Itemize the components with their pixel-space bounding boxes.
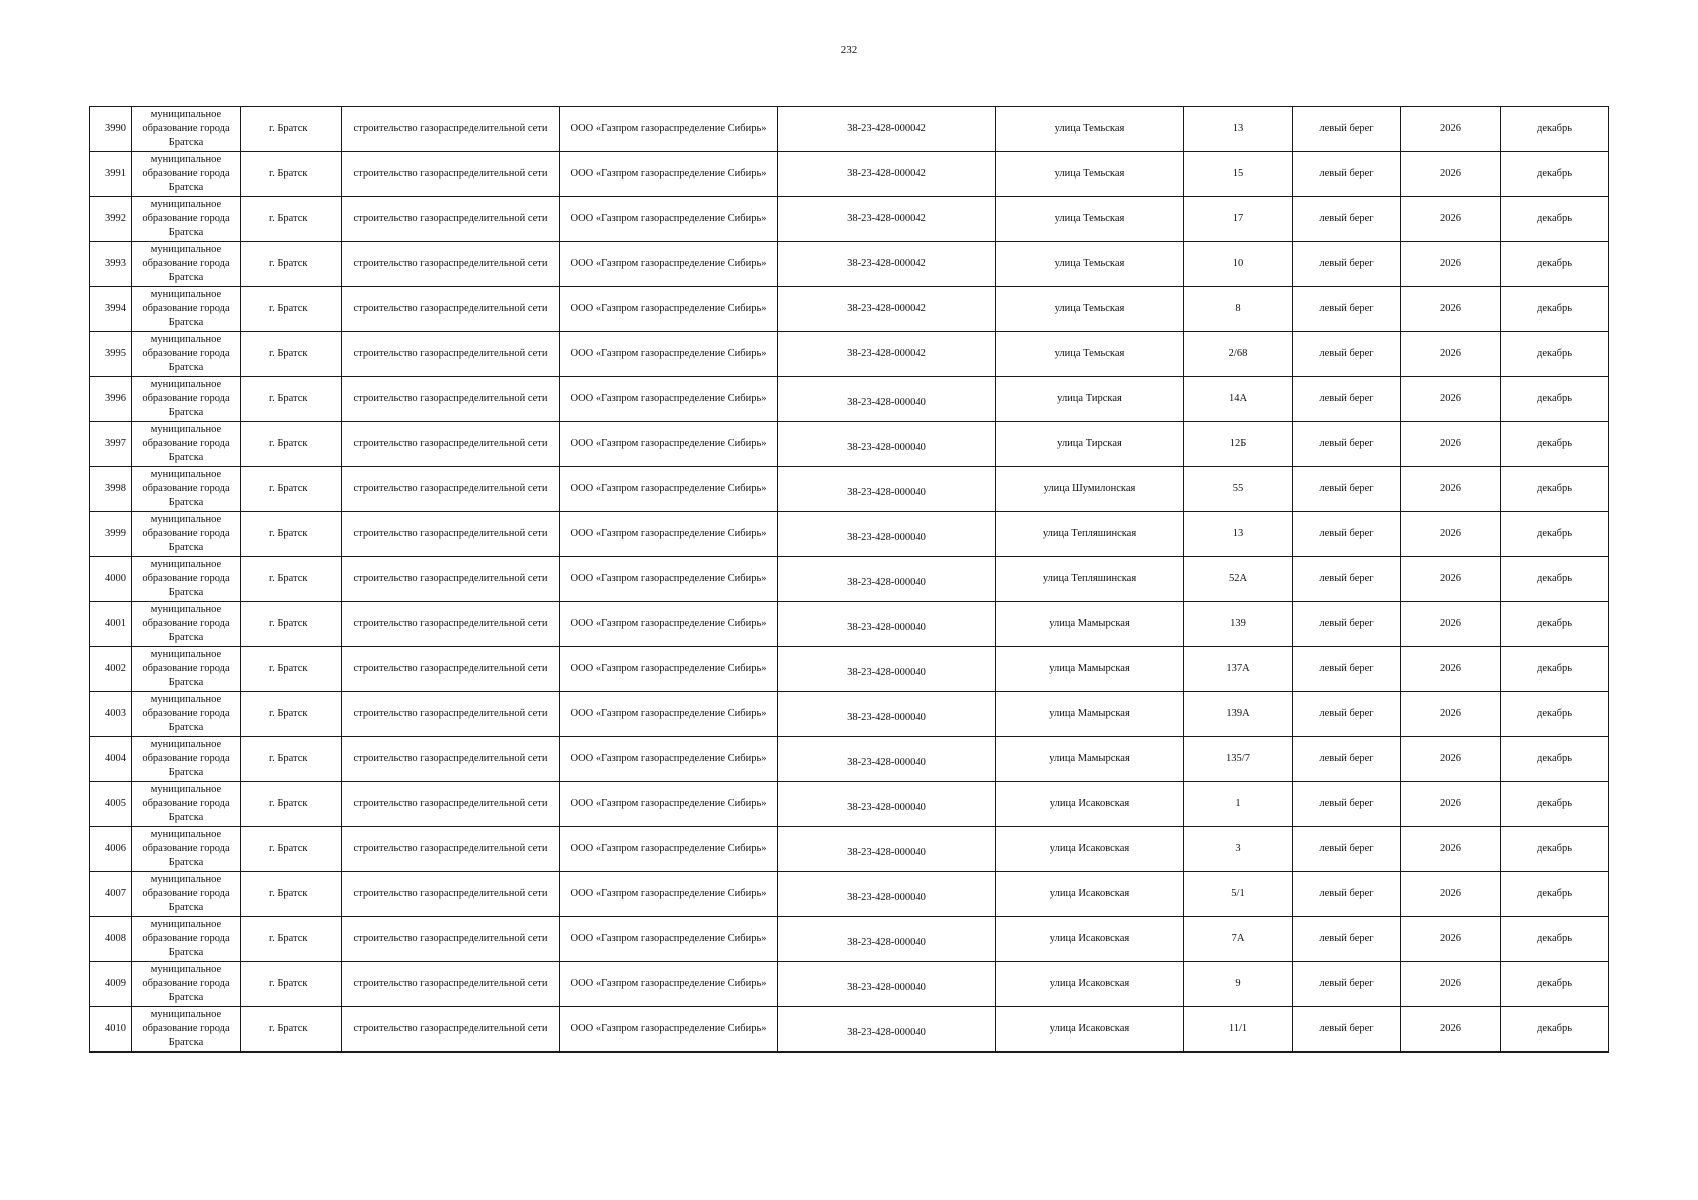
table-row (90, 377, 1609, 422)
code-text: 38-23-428-000040 (847, 847, 926, 858)
code-cell (778, 422, 996, 467)
street-cell: улица Исаковская (996, 917, 1184, 962)
settlement-cell: г. Братск (241, 197, 342, 242)
settlement-cell: г. Братск (241, 737, 342, 782)
street-cell: улица Темьская (996, 197, 1184, 242)
bank-cell: левый берег (1293, 107, 1401, 152)
municipality-cell: муниципальное образование города Братска (132, 287, 241, 332)
municipality-cell: муниципальное образование города Братска (132, 557, 241, 602)
month-cell: декабрь (1501, 692, 1609, 737)
work-type-cell: строительство газораспределительной сети (342, 377, 560, 422)
month-cell: декабрь (1501, 602, 1609, 647)
organization-cell: ООО «Газпром газораспределение Сибирь» (560, 287, 778, 332)
work-type-cell: строительство газораспределительной сети (342, 242, 560, 287)
code-cell (778, 287, 996, 332)
year-cell: 2026 (1401, 467, 1501, 512)
year-cell: 2026 (1401, 332, 1501, 377)
row-number: 3997 (90, 422, 132, 467)
municipality-cell: муниципальное образование города Братска (132, 602, 241, 647)
month-cell: декабрь (1501, 782, 1609, 827)
bank-cell: левый берег (1293, 737, 1401, 782)
code-text: 38-23-428-000040 (847, 802, 926, 813)
work-type-cell: строительство газораспределительной сети (342, 1007, 560, 1053)
code-cell (778, 827, 996, 872)
code-cell (778, 692, 996, 737)
year-cell: 2026 (1401, 287, 1501, 332)
year-cell: 2026 (1401, 152, 1501, 197)
month-cell: декабрь (1501, 737, 1609, 782)
table-row (90, 1007, 1609, 1053)
organization-cell: ООО «Газпром газораспределение Сибирь» (560, 872, 778, 917)
organization-cell: ООО «Газпром газораспределение Сибирь» (560, 332, 778, 377)
code-cell (778, 467, 996, 512)
year-cell: 2026 (1401, 827, 1501, 872)
settlement-cell: г. Братск (241, 872, 342, 917)
municipality-cell: муниципальное образование города Братска (132, 647, 241, 692)
code-text: 38-23-428-000040 (847, 397, 926, 408)
municipality-cell: муниципальное образование города Братска (132, 197, 241, 242)
code-cell (778, 872, 996, 917)
house-number-cell: 139 (1184, 602, 1293, 647)
year-cell: 2026 (1401, 422, 1501, 467)
month-cell: декабрь (1501, 962, 1609, 1007)
municipality-cell: муниципальное образование города Братска (132, 692, 241, 737)
row-number: 3990 (90, 107, 132, 152)
table-row (90, 827, 1609, 872)
house-number-cell: 137А (1184, 647, 1293, 692)
row-number: 4003 (90, 692, 132, 737)
settlement-cell: г. Братск (241, 557, 342, 602)
month-cell: декабрь (1501, 467, 1609, 512)
organization-cell: ООО «Газпром газораспределение Сибирь» (560, 1007, 778, 1053)
street-cell: улица Темьская (996, 152, 1184, 197)
table-row (90, 692, 1609, 737)
house-number-cell: 13 (1184, 107, 1293, 152)
organization-cell: ООО «Газпром газораспределение Сибирь» (560, 962, 778, 1007)
organization-cell: ООО «Газпром газораспределение Сибирь» (560, 107, 778, 152)
month-cell: декабрь (1501, 197, 1609, 242)
settlement-cell: г. Братск (241, 422, 342, 467)
organization-cell: ООО «Газпром газораспределение Сибирь» (560, 512, 778, 557)
bank-cell: левый берег (1293, 242, 1401, 287)
table-row (90, 962, 1609, 1007)
code-cell (778, 377, 996, 422)
house-number-cell: 13 (1184, 512, 1293, 557)
settlement-cell: г. Братск (241, 287, 342, 332)
row-number: 4009 (90, 962, 132, 1007)
bank-cell: левый берег (1293, 1007, 1401, 1053)
municipality-cell: муниципальное образование города Братска (132, 332, 241, 377)
code-cell (778, 557, 996, 602)
municipality-cell: муниципальное образование города Братска (132, 962, 241, 1007)
code-text: 38-23-428-000040 (847, 667, 926, 678)
year-cell: 2026 (1401, 377, 1501, 422)
month-cell: декабрь (1501, 917, 1609, 962)
row-number: 3999 (90, 512, 132, 557)
table-row (90, 782, 1609, 827)
street-cell: улица Тепляшинская (996, 512, 1184, 557)
month-cell: декабрь (1501, 557, 1609, 602)
code-text: 38-23-428-000040 (847, 442, 926, 453)
street-cell: улица Темьская (996, 107, 1184, 152)
code-text: 38-23-428-000040 (847, 937, 926, 948)
work-type-cell: строительство газораспределительной сети (342, 737, 560, 782)
page-number: 232 (840, 44, 858, 56)
settlement-cell: г. Братск (241, 827, 342, 872)
year-cell: 2026 (1401, 962, 1501, 1007)
year-cell: 2026 (1401, 692, 1501, 737)
month-cell: декабрь (1501, 827, 1609, 872)
table-row (90, 467, 1609, 512)
house-number-cell: 9 (1184, 962, 1293, 1007)
work-type-cell: строительство газораспределительной сети (342, 107, 560, 152)
code-cell (778, 647, 996, 692)
bank-cell: левый берег (1293, 782, 1401, 827)
municipality-cell: муниципальное образование города Братска (132, 917, 241, 962)
table-row (90, 647, 1609, 692)
organization-cell: ООО «Газпром газораспределение Сибирь» (560, 242, 778, 287)
street-cell: улица Шумилонская (996, 467, 1184, 512)
row-number: 3995 (90, 332, 132, 377)
settlement-cell: г. Братск (241, 692, 342, 737)
work-type-cell: строительство газораспределительной сети (342, 287, 560, 332)
municipality-cell: муниципальное образование города Братска (132, 1007, 241, 1053)
work-type-cell: строительство газораспределительной сети (342, 467, 560, 512)
year-cell: 2026 (1401, 1007, 1501, 1053)
code-cell (778, 242, 996, 287)
street-cell: улица Мамырская (996, 602, 1184, 647)
bank-cell: левый берег (1293, 962, 1401, 1007)
settlement-cell: г. Братск (241, 512, 342, 557)
code-text: 38-23-428-000040 (847, 487, 926, 498)
bank-cell: левый берег (1293, 872, 1401, 917)
table-row (90, 287, 1609, 332)
organization-cell: ООО «Газпром газораспределение Сибирь» (560, 467, 778, 512)
code-cell (778, 332, 996, 377)
month-cell: декабрь (1501, 647, 1609, 692)
code-text: 38-23-428-000040 (847, 982, 926, 993)
settlement-cell: г. Братск (241, 917, 342, 962)
work-type-cell: строительство газораспределительной сети (342, 557, 560, 602)
code-text: 38-23-428-000040 (847, 532, 926, 543)
organization-cell: ООО «Газпром газораспределение Сибирь» (560, 422, 778, 467)
settlement-cell: г. Братск (241, 602, 342, 647)
year-cell: 2026 (1401, 872, 1501, 917)
year-cell: 2026 (1401, 107, 1501, 152)
code-text: 38-23-428-000040 (847, 892, 926, 903)
bank-cell: левый берег (1293, 692, 1401, 737)
code-text: 38-23-428-000040 (847, 1027, 926, 1038)
street-cell: улица Исаковская (996, 1007, 1184, 1053)
house-number-cell: 5/1 (1184, 872, 1293, 917)
work-type-cell: строительство газораспределительной сети (342, 872, 560, 917)
house-number-cell: 17 (1184, 197, 1293, 242)
house-number-cell: 2/68 (1184, 332, 1293, 377)
municipality-cell: муниципальное образование города Братска (132, 782, 241, 827)
year-cell: 2026 (1401, 197, 1501, 242)
year-cell: 2026 (1401, 512, 1501, 557)
bank-cell: левый берег (1293, 647, 1401, 692)
code-cell (778, 152, 996, 197)
street-cell: улица Темьская (996, 287, 1184, 332)
municipality-cell: муниципальное образование города Братска (132, 107, 241, 152)
code-text: 38-23-428-000040 (847, 622, 926, 633)
municipality-cell: муниципальное образование города Братска (132, 872, 241, 917)
row-number: 3991 (90, 152, 132, 197)
month-cell: декабрь (1501, 512, 1609, 557)
municipality-cell: муниципальное образование города Братска (132, 242, 241, 287)
house-number-cell: 12Б (1184, 422, 1293, 467)
code-text: 38-23-428-000042 (847, 348, 926, 359)
row-number: 4004 (90, 737, 132, 782)
bank-cell: левый берег (1293, 377, 1401, 422)
organization-cell: ООО «Газпром газораспределение Сибирь» (560, 737, 778, 782)
month-cell: декабрь (1501, 1007, 1609, 1053)
work-type-cell: строительство газораспределительной сети (342, 422, 560, 467)
table-row (90, 512, 1609, 557)
code-cell (778, 107, 996, 152)
house-number-cell: 139А (1184, 692, 1293, 737)
bank-cell: левый берег (1293, 332, 1401, 377)
street-cell: улица Темьская (996, 242, 1184, 287)
municipality-cell: муниципальное образование города Братска (132, 467, 241, 512)
street-cell: улица Исаковская (996, 962, 1184, 1007)
house-number-cell: 7А (1184, 917, 1293, 962)
bank-cell: левый берег (1293, 917, 1401, 962)
house-number-cell: 10 (1184, 242, 1293, 287)
row-number: 3998 (90, 467, 132, 512)
code-text: 38-23-428-000042 (847, 258, 926, 269)
house-number-cell: 55 (1184, 467, 1293, 512)
street-cell: улица Исаковская (996, 872, 1184, 917)
table-row (90, 917, 1609, 962)
row-number: 3996 (90, 377, 132, 422)
year-cell: 2026 (1401, 647, 1501, 692)
municipality-cell: муниципальное образование города Братска (132, 422, 241, 467)
month-cell: декабрь (1501, 107, 1609, 152)
house-number-cell: 14А (1184, 377, 1293, 422)
street-cell: улица Темьская (996, 332, 1184, 377)
municipality-cell: муниципальное образование города Братска (132, 377, 241, 422)
street-cell: улица Тирская (996, 422, 1184, 467)
street-cell: улица Исаковская (996, 782, 1184, 827)
row-number: 4000 (90, 557, 132, 602)
code-cell (778, 782, 996, 827)
row-number: 4006 (90, 827, 132, 872)
row-number: 4008 (90, 917, 132, 962)
organization-cell: ООО «Газпром газораспределение Сибирь» (560, 377, 778, 422)
settlement-cell: г. Братск (241, 1007, 342, 1053)
work-type-cell: строительство газораспределительной сети (342, 197, 560, 242)
month-cell: декабрь (1501, 242, 1609, 287)
work-type-cell: строительство газораспределительной сети (342, 917, 560, 962)
month-cell: декабрь (1501, 332, 1609, 377)
table-row (90, 872, 1609, 917)
work-type-cell: строительство газораспределительной сети (342, 962, 560, 1007)
settlement-cell: г. Братск (241, 782, 342, 827)
code-text: 38-23-428-000042 (847, 123, 926, 134)
settlement-cell: г. Братск (241, 107, 342, 152)
bank-cell: левый берег (1293, 422, 1401, 467)
organization-cell: ООО «Газпром газораспределение Сибирь» (560, 197, 778, 242)
organization-cell: ООО «Газпром газораспределение Сибирь» (560, 917, 778, 962)
organization-cell: ООО «Газпром газораспределение Сибирь» (560, 827, 778, 872)
work-type-cell: строительство газораспределительной сети (342, 692, 560, 737)
month-cell: декабрь (1501, 872, 1609, 917)
municipality-cell: муниципальное образование города Братска (132, 827, 241, 872)
municipality-cell: муниципальное образование города Братска (132, 737, 241, 782)
row-number: 4001 (90, 602, 132, 647)
bank-cell: левый берег (1293, 287, 1401, 332)
year-cell: 2026 (1401, 737, 1501, 782)
house-number-cell: 11/1 (1184, 1007, 1293, 1053)
row-number: 4005 (90, 782, 132, 827)
code-text: 38-23-428-000042 (847, 213, 926, 224)
house-number-cell: 52А (1184, 557, 1293, 602)
work-type-cell: строительство газораспределительной сети (342, 827, 560, 872)
code-cell (778, 1007, 996, 1053)
registry-body (90, 107, 1609, 1053)
municipality-cell: муниципальное образование города Братска (132, 512, 241, 557)
settlement-cell: г. Братск (241, 332, 342, 377)
bank-cell: левый берег (1293, 152, 1401, 197)
row-number: 3992 (90, 197, 132, 242)
table-row (90, 557, 1609, 602)
house-number-cell: 3 (1184, 827, 1293, 872)
table-row (90, 602, 1609, 647)
street-cell: улица Тепляшинская (996, 557, 1184, 602)
work-type-cell: строительство газораспределительной сети (342, 647, 560, 692)
code-cell (778, 917, 996, 962)
organization-cell: ООО «Газпром газораспределение Сибирь» (560, 647, 778, 692)
settlement-cell: г. Братск (241, 242, 342, 287)
settlement-cell: г. Братск (241, 377, 342, 422)
table-row (90, 107, 1609, 152)
year-cell: 2026 (1401, 242, 1501, 287)
organization-cell: ООО «Газпром газораспределение Сибирь» (560, 692, 778, 737)
code-text: 38-23-428-000042 (847, 303, 926, 314)
settlement-cell: г. Братск (241, 647, 342, 692)
organization-cell: ООО «Газпром газораспределение Сибирь» (560, 152, 778, 197)
house-number-cell: 1 (1184, 782, 1293, 827)
table-row (90, 197, 1609, 242)
row-number: 3993 (90, 242, 132, 287)
street-cell: улица Тирская (996, 377, 1184, 422)
row-number: 3994 (90, 287, 132, 332)
code-cell (778, 737, 996, 782)
year-cell: 2026 (1401, 602, 1501, 647)
work-type-cell: строительство газораспределительной сети (342, 332, 560, 377)
month-cell: декабрь (1501, 377, 1609, 422)
code-text: 38-23-428-000040 (847, 757, 926, 768)
bank-cell: левый берег (1293, 557, 1401, 602)
work-type-cell: строительство газораспределительной сети (342, 782, 560, 827)
month-cell: декабрь (1501, 152, 1609, 197)
settlement-cell: г. Братск (241, 152, 342, 197)
year-cell: 2026 (1401, 557, 1501, 602)
code-text: 38-23-428-000040 (847, 712, 926, 723)
month-cell: декабрь (1501, 287, 1609, 332)
bank-cell: левый берег (1293, 512, 1401, 557)
code-cell (778, 512, 996, 557)
street-cell: улица Мамырская (996, 737, 1184, 782)
registry-table (89, 106, 1609, 1053)
bank-cell: левый берег (1293, 197, 1401, 242)
street-cell: улица Мамырская (996, 692, 1184, 737)
code-cell (778, 602, 996, 647)
table-row (90, 422, 1609, 467)
settlement-cell: г. Братск (241, 962, 342, 1007)
street-cell: улица Исаковская (996, 827, 1184, 872)
row-number: 4007 (90, 872, 132, 917)
month-cell: декабрь (1501, 422, 1609, 467)
code-text: 38-23-428-000042 (847, 168, 926, 179)
code-cell (778, 197, 996, 242)
bank-cell: левый берег (1293, 602, 1401, 647)
organization-cell: ООО «Газпром газораспределение Сибирь» (560, 602, 778, 647)
municipality-cell: муниципальное образование города Братска (132, 152, 241, 197)
row-number: 4010 (90, 1007, 132, 1053)
work-type-cell: строительство газораспределительной сети (342, 152, 560, 197)
row-number: 4002 (90, 647, 132, 692)
settlement-cell: г. Братск (241, 467, 342, 512)
year-cell: 2026 (1401, 782, 1501, 827)
code-cell (778, 962, 996, 1007)
bank-cell: левый берег (1293, 467, 1401, 512)
code-text: 38-23-428-000040 (847, 577, 926, 588)
table-row (90, 152, 1609, 197)
organization-cell: ООО «Газпром газораспределение Сибирь» (560, 557, 778, 602)
organization-cell: ООО «Газпром газораспределение Сибирь» (560, 782, 778, 827)
table-row (90, 332, 1609, 377)
table-row (90, 242, 1609, 287)
work-type-cell: строительство газораспределительной сети (342, 512, 560, 557)
street-cell: улица Мамырская (996, 647, 1184, 692)
table-row (90, 737, 1609, 782)
year-cell: 2026 (1401, 917, 1501, 962)
house-number-cell: 15 (1184, 152, 1293, 197)
work-type-cell: строительство газораспределительной сети (342, 602, 560, 647)
bank-cell: левый берег (1293, 827, 1401, 872)
house-number-cell: 8 (1184, 287, 1293, 332)
house-number-cell: 135/7 (1184, 737, 1293, 782)
